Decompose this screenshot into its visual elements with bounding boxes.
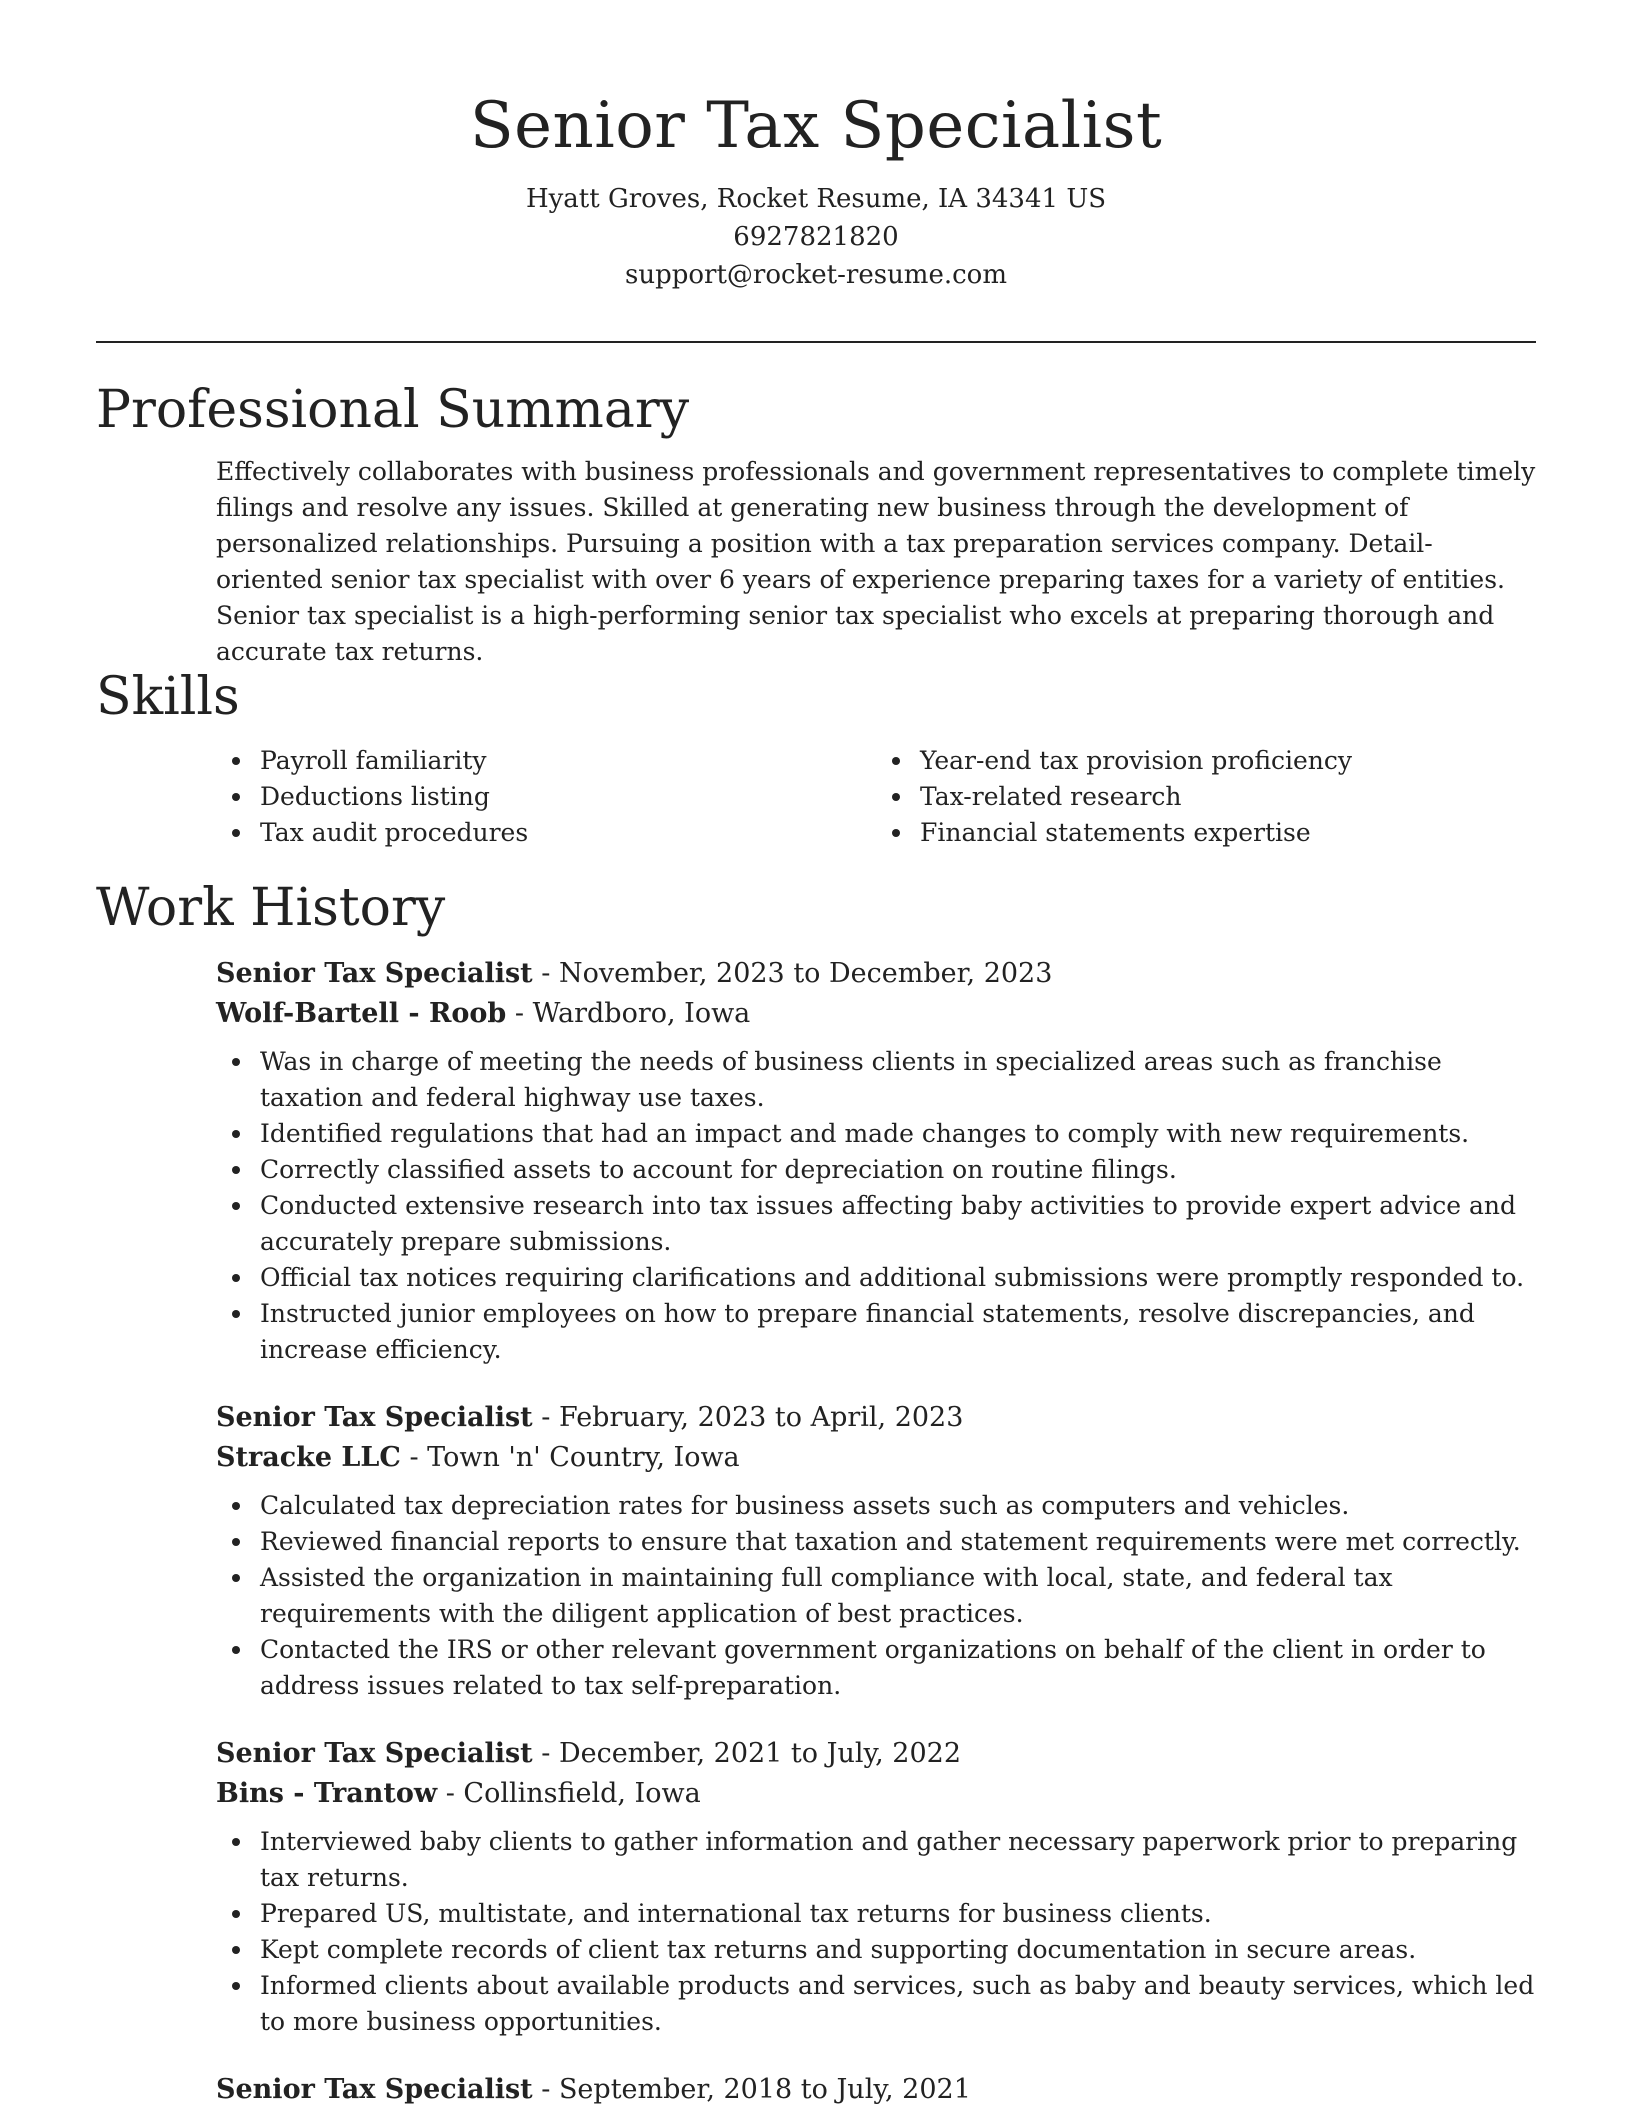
contact-block — [0, 180, 1632, 294]
work-history-section — [96, 876, 1536, 2110]
skill-item: Year-end tax provision proficiency — [920, 743, 1536, 779]
job-dates: - November, 2023 to December, 2023 — [541, 958, 1053, 989]
job-company-line — [216, 1774, 1536, 1814]
resume-name: Senior Tax Specialist — [469, 89, 1163, 163]
job-title: Senior Tax Specialist — [216, 2074, 533, 2105]
header-divider — [96, 341, 1536, 343]
contact-email: support@rocket-resume.com — [624, 260, 1007, 290]
job-bullets — [216, 1044, 1536, 1368]
job-entry — [216, 954, 1536, 1368]
summary-text: Effectively collaborates with business professionals and government representatives to complete timely filings and resolve any issues. Skilled at generating new business through the development of personalized relationships. Pursuing a position with a tax preparation services company. Detail-oriented senior tax specialist with over 6 years of experience preparing taxes for a variety of entities. Senior tax specialist is a high-performing senior tax specialist who excels at preparing thorough and accurate tax returns. — [216, 457, 1536, 666]
skill-item: Deductions listing — [260, 779, 876, 815]
job-entry — [216, 1398, 1536, 1704]
skills-section — [96, 665, 1536, 851]
skill-item: Payroll familiarity — [260, 743, 876, 779]
job-company: Bins - Trantow — [216, 1778, 438, 1809]
job-title: Senior Tax Specialist — [216, 958, 533, 989]
work-history-title: Work History — [96, 878, 446, 938]
job-entry — [216, 2070, 1536, 2110]
job-bullet: Was in charge of meeting the needs of business clients in specialized areas such as franchise taxation and federal highway use taxes. — [260, 1044, 1536, 1116]
job-bullet: Instructed junior employees on how to prepare financial statements, resolve discrepancies, and increase efficiency. — [260, 1296, 1536, 1368]
job-title-line — [216, 954, 1536, 994]
job-bullets — [216, 1488, 1536, 1704]
job-location: - Collinsfield, Iowa — [445, 1778, 701, 1809]
job-bullet: Official tax notices requiring clarifications and additional submissions were promptly responded to. — [260, 1260, 1536, 1296]
job-bullet: Prepared US, multistate, and international tax returns for business clients. — [260, 1896, 1536, 1932]
job-company-line — [216, 994, 1536, 1034]
skills-column-right — [876, 743, 1536, 851]
contact-phone: 6927821820 — [733, 222, 899, 252]
job-dates: - February, 2023 to April, 2023 — [541, 1402, 964, 1433]
skill-item: Tax audit procedures — [260, 815, 876, 851]
job-title: Senior Tax Specialist — [216, 1402, 533, 1433]
contact-address: Hyatt Groves, Rocket Resume, IA 34341 US — [525, 184, 1107, 214]
job-dates: - September, 2018 to July, 2021 — [541, 2074, 971, 2105]
job-bullet: Assisted the organization in maintaining full compliance with local, state, and federal tax requirements with the diligent application of best practices. — [260, 1560, 1536, 1632]
job-bullet: Calculated tax depreciation rates for business assets such as computers and vehicles. — [260, 1488, 1536, 1524]
job-bullets — [216, 1824, 1536, 2040]
skills-column-left — [216, 743, 876, 851]
job-location: - Town 'n' Country, Iowa — [409, 1442, 740, 1473]
job-bullet: Conducted extensive research into tax issues affecting baby activities to provide expert advice and accurately prepare submissions. — [260, 1188, 1536, 1260]
job-bullet: Informed clients about available products and services, such as baby and beauty services, which led to more business opportunities. — [260, 1968, 1536, 2040]
job-dates: - December, 2021 to July, 2022 — [541, 1738, 962, 1769]
job-company-line — [216, 1438, 1536, 1478]
job-title-line — [216, 1734, 1536, 1774]
job-location: - Wardboro, Iowa — [514, 998, 751, 1029]
job-bullet: Kept complete records of client tax returns and supporting documentation in secure areas. — [260, 1932, 1536, 1968]
job-company: Stracke LLC — [216, 1442, 401, 1473]
resume-header — [0, 0, 1632, 294]
skill-item: Tax-related research — [920, 779, 1536, 815]
summary-title: Professional Summary — [96, 380, 690, 440]
skills-grid — [216, 743, 1536, 851]
job-company: Wolf-Bartell - Roob — [216, 998, 507, 1029]
skill-item: Financial statements expertise — [920, 815, 1536, 851]
job-title: Senior Tax Specialist — [216, 1738, 533, 1769]
job-bullet: Identified regulations that had an impact and made changes to comply with new requirements. — [260, 1116, 1536, 1152]
skills-title: Skills — [96, 667, 240, 727]
summary-section — [96, 378, 1536, 670]
job-entry — [216, 1734, 1536, 2040]
job-bullet: Interviewed baby clients to gather information and gather necessary paperwork prior to preparing tax returns. — [260, 1824, 1536, 1896]
job-bullet: Correctly classified assets to account for depreciation on routine filings. — [260, 1152, 1536, 1188]
job-title-line — [216, 2070, 1536, 2110]
job-bullet: Reviewed financial reports to ensure that taxation and statement requirements were met correctly. — [260, 1524, 1536, 1560]
job-title-line — [216, 1398, 1536, 1438]
job-bullet: Contacted the IRS or other relevant government organizations on behalf of the client in order to address issues related to tax self-preparation. — [260, 1632, 1536, 1704]
